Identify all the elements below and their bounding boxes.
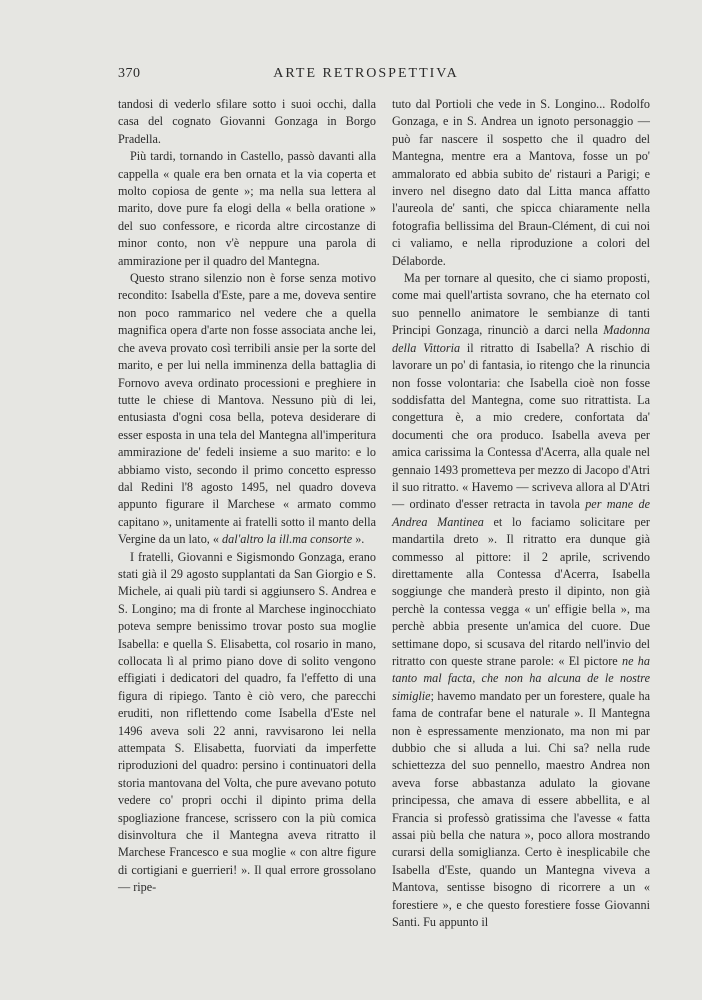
right-column — [392, 96, 650, 932]
paragraph: tuto dal Portioli che vede in S. Longino... Rodolfo Gonzaga, e in S. Andrea un ignoto personaggio — può far nascere il sospetto che il quadro del Mantegna, mentre era a Mantova, fosse un po' ammalorato ed abbia subito de' ristauri a Parigi; e invero nel disegno dato dal Litta manca affatto l'aureola de' santi, che spicca chiaramente nella fotografia bellissima del Braun-Clément, di cui noi ci valiamo, e nella riproduzione a colori del Délaborde. — [392, 97, 650, 268]
italic-quote: dal'altro la ill.ma consorte — [222, 532, 353, 547]
text-run: ». — [352, 532, 365, 547]
left-column — [118, 96, 376, 897]
italic-quote: per mane de Andrea Mantinea — [392, 497, 650, 529]
page-number: 370 — [118, 66, 141, 81]
text-run: Questo strano silenzio non è forse senza motivo recondito: Isabella d'Este, pare a me, doveva sentire non poco rammarico nel vedere che a quella magnifica opera d'arte non fosse associata anche lei, che aveva provato così terribili ansie per la sorte del marito, e per lui nella imminenza della battaglia di Fornovo aveva ordinato processioni e preghiere in tutte le chiese di Mantova. Nessuno più di lei, entusiasta d'ogni cosa bella, poteva desiderare di esser esposta in una tela del Mantegna all'imperitura ammirazione de' fedeli insieme a suo marito: e lo abbiamo visto, secondo il primo concetto espresso dal Redini l'8 agosto 1495, nel quadro doveva appunto figurare il Marchese « armato commo capitano », unitamente ai fratelli sotto il manto della Vergine da un lato, « — [118, 271, 376, 547]
running-title: ARTE RETROSPETTIVA — [273, 66, 459, 81]
paragraph: tandosi di vederlo sfilare sotto i suoi occhi, dalla casa del cognato Giovanni Gonzaga in Borgo Pradella. — [118, 97, 376, 146]
text-run: et lo faciamo solicitare per mandartila dreto ». Il ritratto era dunque già commesso al pittore: il 2 aprile, scrivendo direttamente alla Contessa d'Acerra, Isabella soggiunge che manderà presto il dipinto, non già perchè la contessa vegga « un' effigie bella », ma perchè abbia presente un'amica del cuore. Due settimane dopo, si scusava del ritardo nell'invio del ritratto con queste strane parole: « El pictore — [392, 514, 650, 668]
paragraph — [118, 270, 376, 549]
paragraph — [392, 270, 650, 931]
text-run: ; havemo mandato per un forestere, quale ha fama de contrafar bene el naturale ». Il Mantegna non è espressamente menzionato, ma non mi par dubbio che si alluda a lui. Chi sa? nella rude schiettezza del suo pennello, maestro Andrea non aveva forse abbastanza adulato la giovane principessa, che amava di essere abbellita, e al Francia si professò gratissima che l'avesse « fatta assai più bella che natura », poco allora mostrando curarsi della somiglianza. Certo è inesplicabile che Isabella d'Este, quando un Mantegna viveva a Mantova, sentisse bisogno di ricorrere a un « forestiere », e che questo forestiere fosse Giovanni Santi. Fu appunto il — [392, 688, 650, 930]
paragraph: I fratelli, Giovanni e Sigismondo Gonzaga, erano stati già il 29 agosto supplantati da San Giorgio e S. Michele, ai quali più tardi si aggiunsero S. Andrea e S. Longino; ma di fronte al Marchese inginocchiato poteva sempre benissimo trovar posto sua moglie Isabella: e quella S. Elisabetta, col rosario in mano, collocata lì al primo piano dove di solito vengono effigiati i dedicatori del quadro, fa l'effetto di una figura di ripiego. Tanto è ciò vero, che parecchi eruditi, non riflettendo come Isabella d'Este nel 1496 aveva soli 22 anni, ravvisarono lei nella attempata S. Elisabetta, fuorviati da imperfette riproduzioni del quadro: persino i continuatori della storia mantovana del Volta, che pure avevano potuto vedere co' propri occhi il dipinto prima della spogliazione francese, scrissero con la più comica disinvoltura che il Mantegna aveva ritratto il Marchese Francesco e sua moglie « con altre figure di cortigiani e guerrieri! ». Il qual errore grossolano — ripe- — [118, 549, 376, 895]
text-run: il ritratto di Isabella? A rischio di lavorare un po' di fantasia, io ritengo che la rinuncia non fosse volontaria: che Isabella cioè non fosse soddisfatta del Mantegna, come suo ritrattista. La congettura è, a mio credere, confortata da' documenti che ora produco. Isabella aveva per amica carissima la Contessa d'Acerra, alla quale nel gennaio 1493 prometteva per mezzo di Jacopo d'Atri il suo ritratto. « Havemo — scriveva allora al D'Atri — ordinato d'esser retracta in tavola — [392, 340, 650, 512]
italic-title: Madonna della Vittoria — [392, 323, 650, 355]
running-head — [0, 66, 702, 86]
paragraph: Più tardi, tornando in Castello, passò davanti alla cappella « quale era ben ornata et la via coperta et molto copiosa de gente »; ma nella sua lettera al marito, dove pure fa elogi della « bella oratione » del suo confessore, e ricorda altre circostanze di minor conto, non v'è neppure una parola di ammirazione per il quadro del Mantegna. — [118, 149, 376, 268]
text-run: Ma per tornare al quesito, che ci siamo proposti, come mai quell'artista sovrano, che ha eternato col suo pennello animatore le sembianze di tanti Principi Gonzaga, rinunciò a darci nella — [392, 271, 650, 338]
italic-quote: ne ha tanto mal facta, che non ha alcuna de le nostre simiglie — [392, 654, 650, 703]
